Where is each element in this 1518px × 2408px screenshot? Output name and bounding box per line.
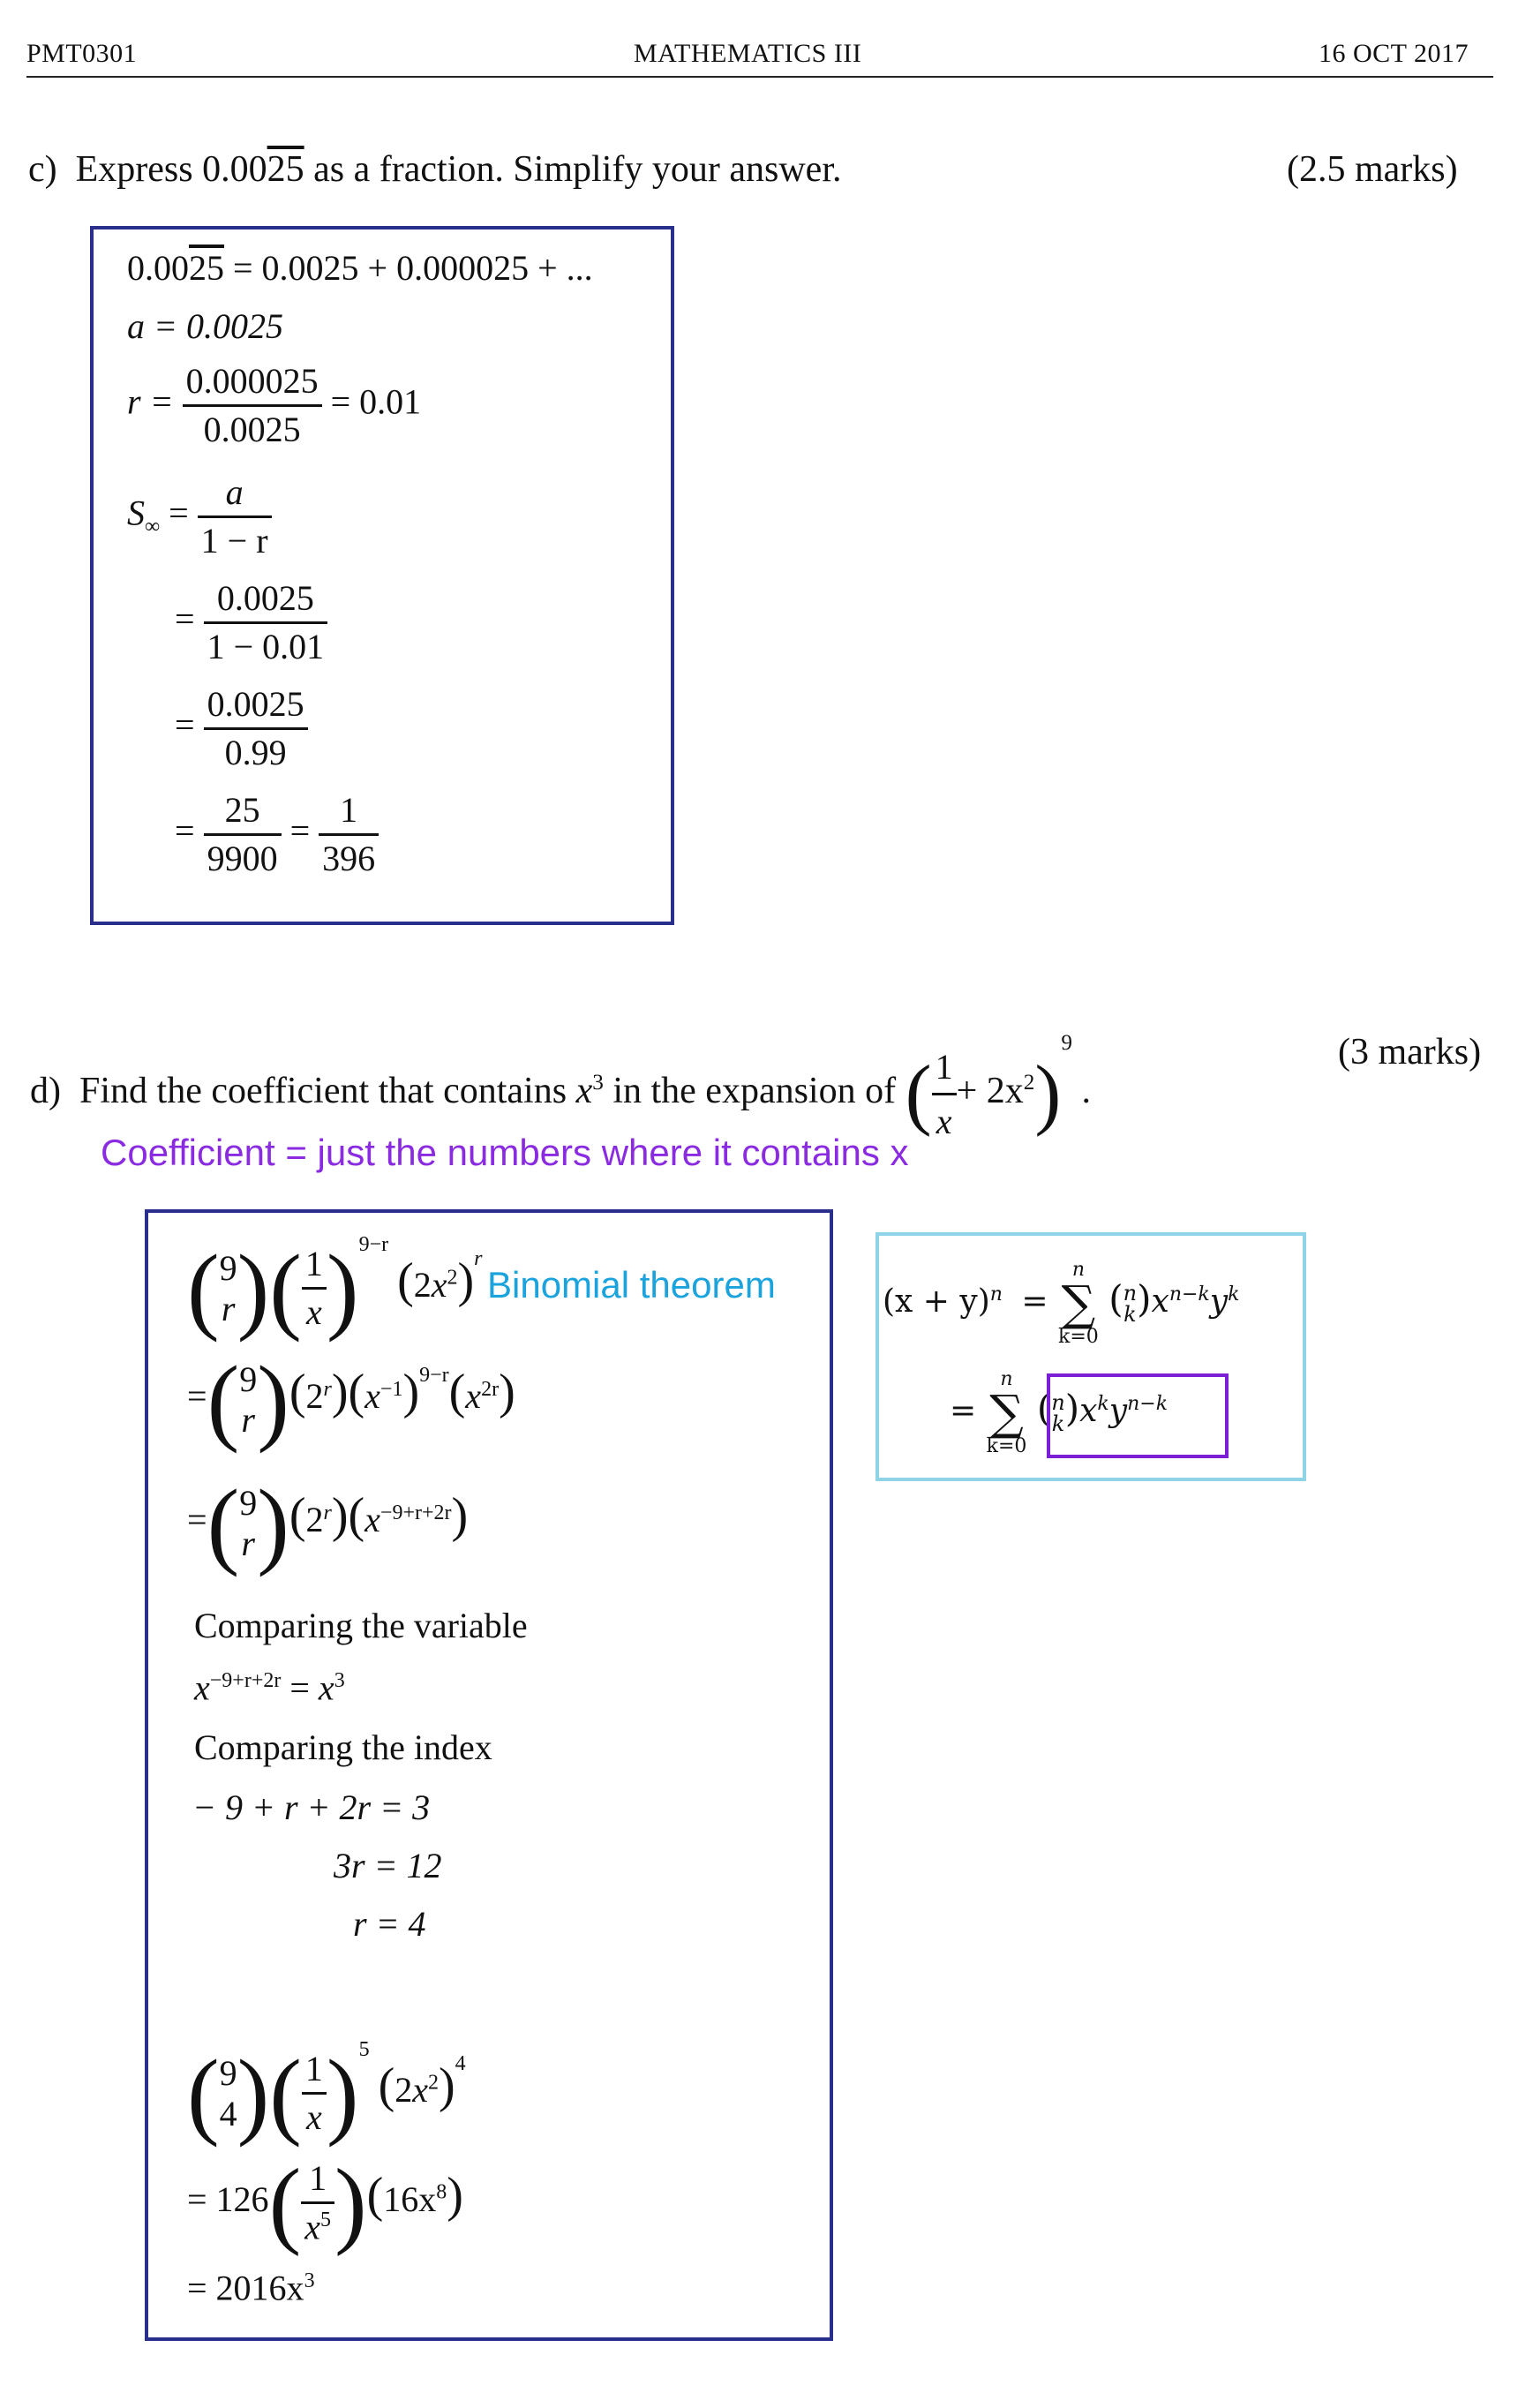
- index-equation-3: r = 4: [353, 1904, 426, 1944]
- expansion-line-3: =( 9 r )$(2^r)(x^{-9+r+2r})$: [187, 1470, 469, 1577]
- expansion-line-2: =( 9 r )$(2^r)(x^{-1})^{9-r}(x^{2r})$: [187, 1346, 515, 1454]
- compare-variable-equation: $x^{-9+r+2r} = x^3$: [194, 1667, 345, 1708]
- coefficient-note: Coefficient = just the numbers where it contains x: [101, 1132, 909, 1173]
- first-term-line: a = 0.0025: [127, 306, 283, 346]
- index-equation-2: 3r = 12: [334, 1846, 442, 1885]
- question-d-label: d): [30, 1071, 61, 1111]
- sum-step-3: = $\frac{0.0025}{0.99}$: [175, 687, 308, 771]
- question-c-marks: (2.5 marks): [1287, 149, 1458, 190]
- final-line-2: = 126( $\frac{1}{x^5}$ )$(16x^8)$: [187, 2148, 463, 2257]
- question-c-repeating: 25: [267, 149, 304, 190]
- ratio-line: r = $\frac{0.000025}{0.0025}$ = 0.01: [127, 361, 422, 449]
- question-c-text-after: as a fraction. Simplify your answer.: [304, 149, 842, 190]
- question-d-marks: (3 marks): [1338, 1032, 1482, 1072]
- question-d: d) Find the coefficient that contains $x^3$ in the expansion of ( $\frac{1}{x}$ + $2x^2)^9$ .: [30, 1031, 1091, 1141]
- question-c: [28, 148, 841, 191]
- final-answer: = $2016x^3$: [187, 2268, 315, 2308]
- binomial-highlight-box: [1047, 1373, 1229, 1458]
- header-rule: [26, 76, 1493, 78]
- course-code: PMT0301: [26, 39, 138, 68]
- course-title: MATHEMATICS III: [634, 39, 862, 68]
- binomial-theorem-label: Binomial theorem: [487, 1264, 776, 1306]
- binomial-theorem-line-1: $(x + y)^n$ = n ∑ k=0 ( n k )$x^{n-k}y^k$: [883, 1259, 1240, 1348]
- question-c-text: Express 0.00: [75, 149, 267, 190]
- geometric-series-line: 0.0025 = 0.0025 + 0.000025 + ...: [127, 248, 593, 288]
- sum-infinity-line: $S_\infty$ = $\frac{a}{1 - r}$: [127, 475, 272, 559]
- question-c-label: c): [28, 149, 57, 190]
- question-d-text: Find the coefficient that contains: [79, 1071, 567, 1111]
- final-term-line: ( 9 4 )( $\frac{1}{x}$ )$^5$ $(2x^2)^4$: [187, 2038, 466, 2148]
- index-equation-1: − 9 + r + 2r = 3: [192, 1787, 431, 1827]
- sum-step-2: = $\frac{0.0025}{1 - 0.01}$: [175, 581, 327, 665]
- exam-date: 16 OCT 2017: [1319, 39, 1469, 68]
- binomial-theorem-line-2: = n ∑ k=0 ( n k )$x^ky^{n-k}$: [950, 1368, 1169, 1457]
- compare-variable-text: Comparing the variable: [194, 1606, 528, 1645]
- general-term-line: ( 9 r )( $\frac{1}{x}$ )$^{9-r}$ $(2x^2)^r$: [187, 1233, 483, 1343]
- sum-step-4: = $\frac{25}{9900}$ = $\frac{1}{396}$: [175, 793, 379, 877]
- compare-index-text: Comparing the index: [194, 1727, 492, 1767]
